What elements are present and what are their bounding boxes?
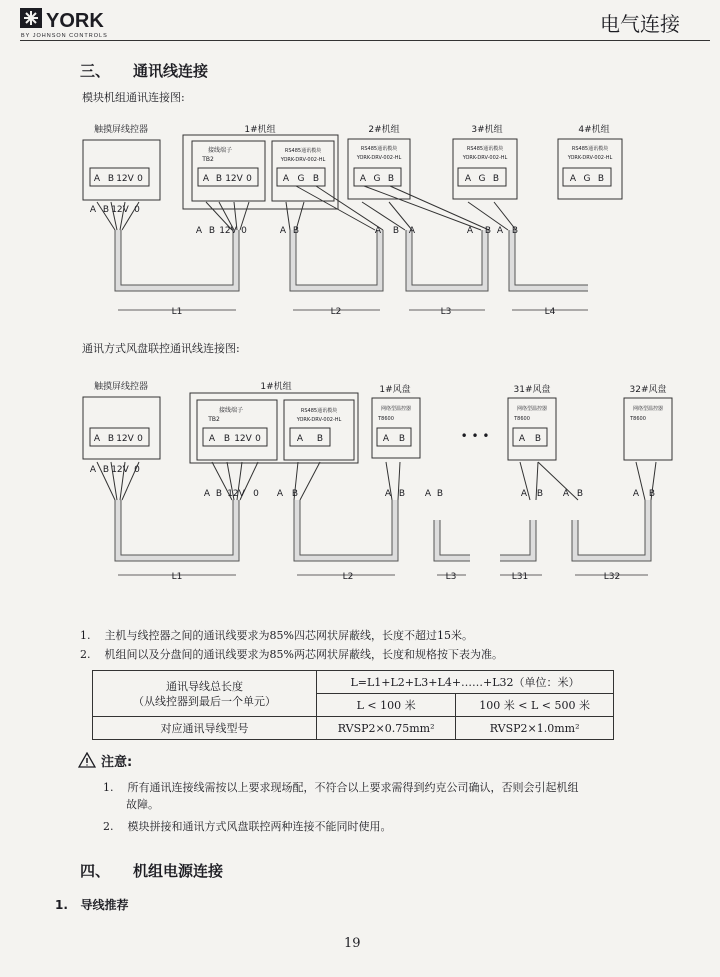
section4-title: 机组电源连接 bbox=[133, 862, 224, 880]
svg-text:T8600: T8600 bbox=[378, 416, 394, 422]
unit3-title: 3#机组 bbox=[471, 125, 503, 135]
svg-text:B: B bbox=[312, 174, 320, 184]
note-2: 2. 机组间以及分盘间的通讯线要求为85%两芯网状屏蔽线，长度和规格按下表为准。 bbox=[80, 648, 503, 661]
svg-text:L32: L32 bbox=[603, 572, 621, 582]
svg-text:B: B bbox=[511, 226, 519, 236]
svg-text:B: B bbox=[291, 489, 299, 499]
svg-text:32#风盘: 32#风盘 bbox=[629, 385, 667, 395]
svg-text:B: B bbox=[484, 226, 492, 236]
svg-text:A: A bbox=[208, 434, 216, 444]
svg-text:A: A bbox=[466, 226, 474, 236]
svg-text:1#风盘: 1#风盘 bbox=[379, 385, 411, 395]
module-label-4: RS485通讯模块 bbox=[571, 146, 609, 152]
svg-text:A: A bbox=[89, 205, 97, 215]
svg-text:B: B bbox=[223, 434, 231, 444]
svg-text:网络型温控器: 网络型温控器 bbox=[632, 406, 664, 412]
svg-text:L31: L31 bbox=[511, 572, 529, 582]
svg-text:B: B bbox=[208, 226, 216, 236]
svg-text:0: 0 bbox=[246, 174, 252, 184]
svg-text:0: 0 bbox=[137, 434, 143, 444]
svg-text:0: 0 bbox=[255, 434, 261, 444]
attention-item-1: 1. 所有通讯连接线需按以上要求现场配，不符合以上要求需得到约克公司确认，否则会引起机组 故障。 bbox=[103, 781, 579, 811]
terminal-code: TB2 bbox=[202, 156, 214, 163]
diagram2-caption: 通讯方式风盘联控通讯线连接图: bbox=[82, 342, 240, 355]
svg-text:12V: 12V bbox=[219, 226, 237, 236]
york-logo bbox=[20, 6, 170, 40]
svg-text:B: B bbox=[102, 205, 110, 215]
cable-spec-table: 通讯导线总长度 （从线控器到最后一个单元） L=L1+L2+L3+L4+……+L32（单位：米） L < 100 米 100 米 < L < 500 米 对应通讯导线型号 RVSP2×0.75mm² RVSP2×1.0mm² bbox=[92, 670, 614, 740]
svg-text:A: A bbox=[89, 465, 97, 475]
brand-sub: BY JOHNSON CONTROLS bbox=[21, 33, 108, 39]
svg-text:B: B bbox=[536, 489, 544, 499]
svg-text:0: 0 bbox=[137, 174, 143, 184]
svg-text:0: 0 bbox=[134, 205, 140, 215]
unit1-title: 1#机组 bbox=[244, 125, 276, 135]
module-code-1: YORK-DRV-002-HL bbox=[280, 157, 326, 163]
svg-text:TB2: TB2 bbox=[208, 416, 220, 423]
diagram2-fancoil-wiring bbox=[0, 370, 720, 595]
svg-text:0: 0 bbox=[253, 489, 259, 499]
terminal-label: 接线端子 bbox=[207, 147, 233, 154]
svg-text:B: B bbox=[215, 174, 223, 184]
module-label-2: RS485通讯模块 bbox=[360, 146, 398, 152]
svg-text:A: A bbox=[632, 489, 640, 499]
svg-text:A: A bbox=[382, 434, 390, 444]
svg-text:1#机组: 1#机组 bbox=[260, 382, 292, 392]
svg-text:A: A bbox=[279, 226, 287, 236]
subsection-1: 1. 导线推荐 bbox=[55, 898, 129, 912]
svg-text:A: A bbox=[496, 226, 504, 236]
page-title: 电气连接 bbox=[600, 12, 680, 36]
svg-text:A: A bbox=[359, 174, 367, 184]
svg-text:A: A bbox=[202, 174, 210, 184]
svg-text:YORK-DRV-002-HL: YORK-DRV-002-HL bbox=[296, 417, 342, 423]
svg-text:A: A bbox=[203, 489, 211, 499]
svg-text:12V: 12V bbox=[116, 434, 134, 444]
attention-title: 注意: bbox=[101, 755, 133, 770]
svg-text:A: A bbox=[569, 174, 577, 184]
header-rule bbox=[20, 40, 710, 41]
svg-text:B: B bbox=[102, 465, 110, 475]
section3-title: 通讯线连接 bbox=[133, 62, 209, 80]
svg-text:G: G bbox=[373, 174, 381, 184]
svg-text:A: A bbox=[384, 489, 392, 499]
svg-text:B: B bbox=[316, 434, 324, 444]
module-code-3: YORK-DRV-002-HL bbox=[462, 155, 508, 161]
svg-text:网络型温控器: 网络型温控器 bbox=[516, 406, 548, 412]
length-L4: L4 bbox=[544, 307, 556, 317]
svg-text:B: B bbox=[534, 434, 542, 444]
controller-box-1 bbox=[83, 140, 160, 200]
svg-text:A: A bbox=[374, 226, 382, 236]
module-label-1: RS485通讯模块 bbox=[284, 148, 322, 154]
svg-text:T8600: T8600 bbox=[630, 416, 646, 422]
section4-number: 四、 bbox=[80, 862, 111, 880]
controller-title: 触摸屏线控器 bbox=[93, 125, 149, 135]
svg-text:A: A bbox=[562, 489, 570, 499]
svg-text:A: A bbox=[296, 434, 304, 444]
svg-text:B: B bbox=[436, 489, 444, 499]
svg-text:G: G bbox=[478, 174, 486, 184]
svg-text:12V: 12V bbox=[234, 434, 252, 444]
svg-text:L3: L3 bbox=[445, 572, 457, 582]
svg-text:T8600: T8600 bbox=[514, 416, 530, 422]
svg-text:触摸屏线控器: 触摸屏线控器 bbox=[93, 382, 149, 392]
svg-text:B: B bbox=[387, 174, 395, 184]
length-L1: L1 bbox=[171, 307, 183, 317]
svg-text:A: A bbox=[520, 489, 528, 499]
svg-text:B: B bbox=[398, 434, 406, 444]
svg-text:B: B bbox=[597, 174, 605, 184]
warning-icon bbox=[78, 752, 96, 768]
svg-text:L1: L1 bbox=[171, 572, 183, 582]
length-L2: L2 bbox=[330, 307, 342, 317]
unit4-title: 4#机组 bbox=[578, 125, 610, 135]
svg-text:A: A bbox=[408, 226, 416, 236]
svg-text:0: 0 bbox=[134, 465, 140, 475]
section3-number: 三、 bbox=[80, 62, 111, 80]
svg-text:12V: 12V bbox=[227, 489, 245, 499]
module-code-4: YORK-DRV-002-HL bbox=[567, 155, 613, 161]
attention-item-2: 2. 模块拼接和通讯方式风盘联控两种连接不能同时使用。 bbox=[103, 820, 392, 833]
svg-text:B: B bbox=[292, 226, 300, 236]
svg-text:A: A bbox=[464, 174, 472, 184]
svg-text:12V: 12V bbox=[225, 174, 243, 184]
length-L3: L3 bbox=[440, 307, 452, 317]
svg-text:接线端子: 接线端子 bbox=[218, 407, 244, 414]
svg-text:12V: 12V bbox=[111, 205, 129, 215]
svg-text:B: B bbox=[392, 226, 400, 236]
svg-text:A: A bbox=[282, 174, 290, 184]
svg-text:G: G bbox=[583, 174, 591, 184]
svg-text:12V: 12V bbox=[111, 465, 129, 475]
svg-text:B: B bbox=[576, 489, 584, 499]
svg-text:G: G bbox=[297, 174, 305, 184]
svg-text:A: A bbox=[424, 489, 432, 499]
svg-text:B: B bbox=[107, 434, 115, 444]
unit2-title: 2#机组 bbox=[368, 125, 400, 135]
svg-text:L2: L2 bbox=[342, 572, 354, 582]
ellipsis: • • • bbox=[460, 429, 490, 443]
brand-text: YORK bbox=[46, 10, 104, 32]
svg-text:A: A bbox=[195, 226, 203, 236]
module-code-2: YORK-DRV-002-HL bbox=[356, 155, 402, 161]
diagram1-module-wiring bbox=[0, 110, 720, 330]
svg-text:A: A bbox=[93, 174, 101, 184]
svg-text:B: B bbox=[107, 174, 115, 184]
svg-text:A: A bbox=[276, 489, 284, 499]
diagram1-caption: 模块机组通讯连接图: bbox=[82, 91, 185, 104]
svg-text:RS485通讯模块: RS485通讯模块 bbox=[300, 408, 338, 414]
svg-text:A: A bbox=[93, 434, 101, 444]
svg-text:0: 0 bbox=[241, 226, 247, 236]
svg-text:31#风盘: 31#风盘 bbox=[513, 385, 551, 395]
svg-text:网络型温控器: 网络型温控器 bbox=[380, 406, 412, 412]
unit1-frame bbox=[183, 135, 338, 209]
note-1: 1. 主机与线控器之间的通讯线要求为85%四芯网状屏蔽线，长度不超过15米。 bbox=[80, 629, 473, 642]
svg-text:B: B bbox=[398, 489, 406, 499]
page-number: 19 bbox=[344, 936, 361, 951]
svg-text:12V: 12V bbox=[116, 174, 134, 184]
svg-text:A: A bbox=[518, 434, 526, 444]
svg-text:B: B bbox=[648, 489, 656, 499]
module-label-3: RS485通讯模块 bbox=[466, 146, 504, 152]
svg-text:B: B bbox=[215, 489, 223, 499]
svg-text:B: B bbox=[492, 174, 500, 184]
